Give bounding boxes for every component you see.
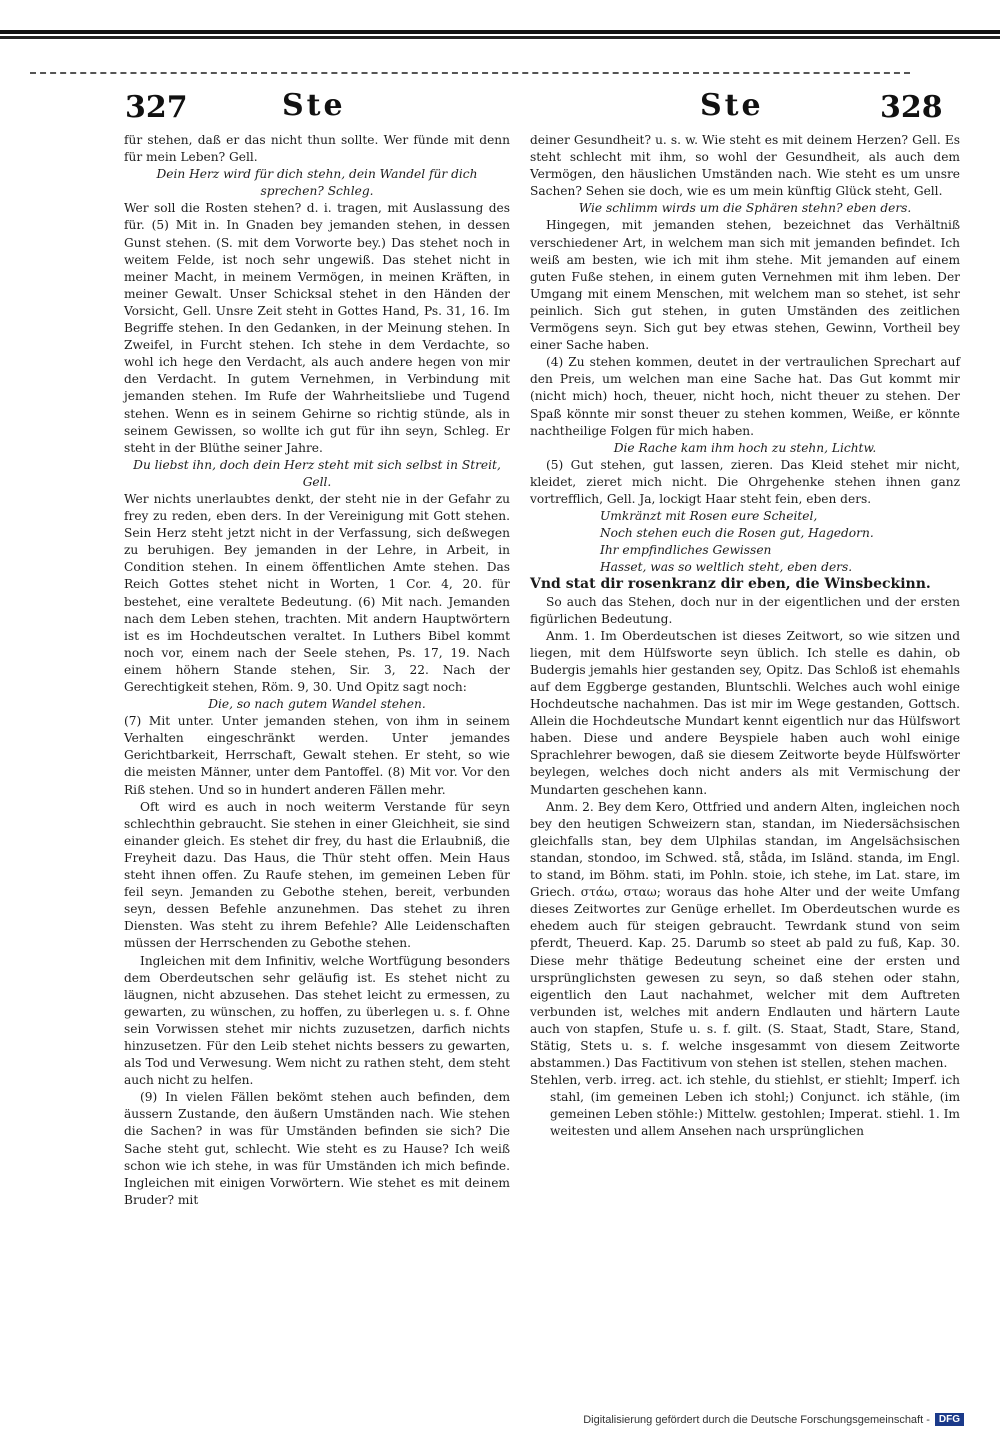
scan-edge — [0, 30, 1000, 44]
paragraph: (4) Zu stehen kommen, deutet in der vertraulichen Sprechart auf den Preis, um welchen man eine Sache hat. Das Gut kommt mir (nicht mich) hoch, theuer, nicht hoch, nicht theuer zu stehen. Der Spaß könnte mir sonst theuer zu stehen kommen, Weiße, er könnte nachtheilige Folgen für mich haben. — [530, 355, 960, 438]
paragraph: Wie schlimm wirds um die Sphären stehn? eben ders. — [578, 201, 912, 216]
right-column — [530, 132, 960, 1141]
paragraph: Du liebst ihn, doch dein Herz steht mit sich selbst in Streit, Gell. — [133, 457, 501, 489]
paragraph: Umkränzt mit Rosen eure Scheitel, — [600, 509, 818, 524]
paragraph: Noch stehen euch die Rosen gut, Hagedorn. — [600, 526, 874, 541]
left-page-number: 327 — [125, 90, 188, 125]
paragraph: Stehlen, verb. irreg. act. ich stehle, du stiehlst, er stiehlt; Imperf. ich stahl, (im gemeinen Leben ich stohl;) Conjunct. ich stähle, (im gemeinen Leben stöhle:) Mittelw. gestohlen; Imperat. stiehl. 1. Im weitesten und allem Ansehen nach ursprünglichen — [530, 1073, 960, 1139]
paragraph: (7) Mit unter. Unter jemanden stehen, von ihm in seinem Verhalten eingeschränkt werden. Unter jemandes Gerichtbarkeit, Herrschaft, Gewalt stehen. Er steht, so wie die meisten Männer, unter dem Pantoffel. (8) Mit vor. Vor den Riß stehen. Und so in hundert anderen Fällen mehr. — [124, 714, 510, 797]
paragraph: Ingleichen mit dem Infinitiv, welche Wortfügung besonders dem Oberdeutschen sehr geläufig ist. Es stehet nicht zu läugnen, nicht abzusehen. Das stehet leicht zu ermessen, zu gewarten, zu wünschen, zu hoffen, zu überlegen u. s. f. Ohne sein Vorwissen stehet mir nichts zuzusetzen, darfich nichts hinzusetzen. Für den Leib stehet nichts bessers zu gewarten, als Tod und Verwesung. Wem nicht zu rathen steht, dem steht auch nicht zu helfen. — [124, 953, 510, 1088]
digitization-footer — [583, 1413, 964, 1426]
dfg-logo: DFG — [935, 1413, 964, 1426]
right-head-word: Ste — [700, 88, 764, 123]
header-rule — [30, 72, 910, 74]
paragraph: Anm. 2. Bey dem Kero, Ottfried und andern Alten, ingleichen noch bey den heutigen Schweizern stan, standan, im Niedersächsischen gleichfalls stan, bey dem Ulphilas standan, im Angelsächsischen standan, stondoo, im Schwed. stå, ståda, im Isländ. standa, im Engl. to stand, im Böhm. stati, im Pohln. stoie, ich stehe, im Lat. stare, im Griech. στάω, σταω; woraus das hohe Alter und der weite Umfang dieses Zeitwortes zur Genüge erhellet. Im Oberdeutschen wurde es ehedem auch für steigen gebraucht. Tewrdank stund von seim pferdt, Theuerd. Kap. 25. Darumb so steet ab pald zu fuß, Kap. 30. Diese mehr thätige Bedeutung scheinet eine der ersten und ursprünglichsten gewesen zu seyn, so daß stehen oder stahn, eigentlich den Laut nachahmet, welcher mit dem Auftreten verbunden ist, welches mit andern Endlauten und härtern Laute auch von stapfen, Stufe u. s. f. gilt. (S. Staat, Stadt, Stare, Stand, Stätig, Stets u. s. f. welche insgesammt von diesem Zeitworte abstammen.) Das Factitivum von stehen ist stellen, stehen machen. — [530, 799, 960, 1071]
paragraph: Ihr empfindliches Gewissen — [600, 543, 772, 558]
paragraph: So auch das Stehen, doch nur in der eigentlichen und der ersten figürlichen Bedeutung. — [530, 594, 960, 626]
paragraph: Die Rache kam ihm hoch zu stehn, Lichtw. — [613, 440, 877, 455]
left-head-word: Ste — [282, 88, 346, 123]
left-column — [124, 132, 510, 1209]
paragraph: Vnd stat dir rosenkranz dir eben, die Winsbeckinn. — [530, 576, 931, 593]
paragraph: Wer nichts unerlaubtes denkt, der steht nie in der Gefahr zu frey zu reden, eben ders. In der Vereinigung mit Gott stehen. Sein Herz steht jetzt nicht in der Verfassung, sich deßwegen zu beruhigen. Bey jemanden in der Lehre, in Arbeit, in Condition stehen. In einem öffentlichen Amte stehen. Das Reich Gottes stehet nicht in Worten, 1 Cor. 4, 20. für bestehet, eine veraltete Bedeutung. (6) Mit nach. Jemanden nach dem Leben stehen, trachten. Mit andern Hauptwörtern ist es im Hochdeutschen veraltet. In Luthers Bibel kommt noch vor, einem nach der Seele stehen, Ps. 17, 19. Nach einem höhern Stande stehen, Sir. 3, 22. Nach der Gerechtigkeit stehen, Röm. 9, 30. Und Opitz sagt noch: — [124, 491, 510, 694]
paragraph: Oft wird es auch in noch weiterm Verstande für seyn schlechthin gebraucht. Sie stehen in einer Gleichheit, sie sind einander gleich. Es stehet dir frey, du hast die Erlaubniß, die Freyheit dazu. Das Haus, die Thür steht offen. Mein Haus steht ihnen offen. Zu Raufe stehen, im gemeinen Leben für feil seyn. Jemanden zu Gebothe stehen, bereit, verbunden seyn, dessen Befehle anzunehmen. Das stehet zu ihren Diensten. Was steht zu ihrem Befehle? Alle Leidenschaften müssen der Herrschenden zu Gebothe stehen. — [124, 799, 510, 951]
paragraph: für stehen, daß er das nicht thun sollte. Wer fünde mit denn für mein Leben? Gell. — [124, 133, 510, 165]
paragraph: Hingegen, mit jemanden stehen, bezeichnet das Verhältniß verschiedener Art, in welchem man sich mit jemanden befindet. Ich weiß am besten, wie ich mit ihm stehe. Mit jemanden auf einem guten Fuße stehen, in einem guten Vernehmen mit ihm leben. Der Umgang mit einem Menschen, mit welchem man so stehet, ist sehr peinlich. Sich gut stehen, in guten Umständen des zeitlichen Vermögens seyn. Sich gut bey etwas stehen, Gewinn, Vortheil bey einer Sache haben. — [530, 218, 960, 353]
paragraph: Die, so nach gutem Wandel stehen. — [208, 697, 426, 712]
paragraph: Dein Herz wird für dich stehn, dein Wandel für dich sprechen? Schleg. — [156, 167, 478, 199]
paragraph: (5) Gut stehen, gut lassen, zieren. Das Kleid stehet mir nicht, kleidet, zieret mich nicht. Die Ohrgehenke stehen ihnen ganz vortrefflich, Gell. Ja, lockigt Haar steht fein, eben ders. — [530, 457, 960, 506]
paragraph: deiner Gesundheit? u. s. w. Wie steht es mit deinem Herzen? Gell. Es steht schlecht mit ihm, so wohl der Gesundheit, als auch dem Vermögen, den häuslichen Umständen nach. Wie steht es um unsre Sachen? Sehen sie doch, wie es um mein künftig Glück steht, Gell. — [530, 133, 960, 199]
footer-text: Digitalisierung gefördert durch die Deutsche Forschungsgemeinschaft - — [583, 1413, 930, 1426]
paragraph: Wer soll die Rosten stehen? d. i. tragen, mit Auslassung des für. (5) Mit in. In Gnaden bey jemanden stehen, in dessen Gunst stehen. (S. mit dem Vorworte bey.) Das stehet noch in weitem Felde, ist noch sehr ungewiß. Das stehet nicht in meiner Macht, in meinem Vermögen, in meinen Kräften, in meiner Gewalt. Unser Schicksal stehet in den Händen der Vorsicht, Gell. Unsre Zeit steht in Gottes Hand, Ps. 31, 16. Im Begriffe stehen. In den Gedanken, in der Meinung stehen. In Zweifel, in Furcht stehen. Ich stehe in dem Verdachte, so wohl ich hege den Verdacht, als auch andere hegen von mir den Verdacht. In gutem Vernehmen, in Verbindung mit jemanden stehen. Im Rufe der Wahrheitsliebe und Tugend stehen. Wenn es in seinem Gehirne so richtig stünde, als in seinem Gewissen, so wollte ich gut für ihn seyn, Schleg. Er steht in der Blüthe seiner Jahre. — [124, 201, 510, 455]
right-page-number: 328 — [880, 90, 943, 125]
paragraph: (9) In vielen Fällen bekömt stehen auch befinden, dem äussern Zustande, den äußern Umständen nach. Wie stehen die Sachen? in was für Umständen befinden sie sich? Die Sache steht gut, schlecht. Wie steht es zu Hause? Ich weiß schon wie ich stehe, in was für Umständen ich mich befinde. Ingleichen mit einigen Vorwörtern. Wie stehet es mit deinem Bruder? mit — [124, 1090, 510, 1207]
paragraph: Hasset, was so weltlich steht, eben ders. — [600, 560, 853, 575]
paragraph: Anm. 1. Im Oberdeutschen ist dieses Zeitwort, so wie sitzen und liegen, mit dem Hülfsworte seyn üblich. Ich stelle es dahin, ob Budergis jemahls hier gestanden sey, Opitz. Das Schloß ist ehemahls auf dem Eggberge gestanden, Bluntschli. Welches auch wohl einige Hochdeutsche nachahmen. Das ist mir im Wege gestanden, Gottsch. Allein die Hochdeutsche Mundart kennt eigentlich nur das Hülfswort haben. Diese und andere Beyspiele haben auch wohl einige Sprachlehrer bewogen, daß sie diesem Zeitworte beyde Hülfswörter beylegen, welches doch nicht anders als mit Vermischung der Mundarten geschehen kann. — [530, 628, 960, 797]
